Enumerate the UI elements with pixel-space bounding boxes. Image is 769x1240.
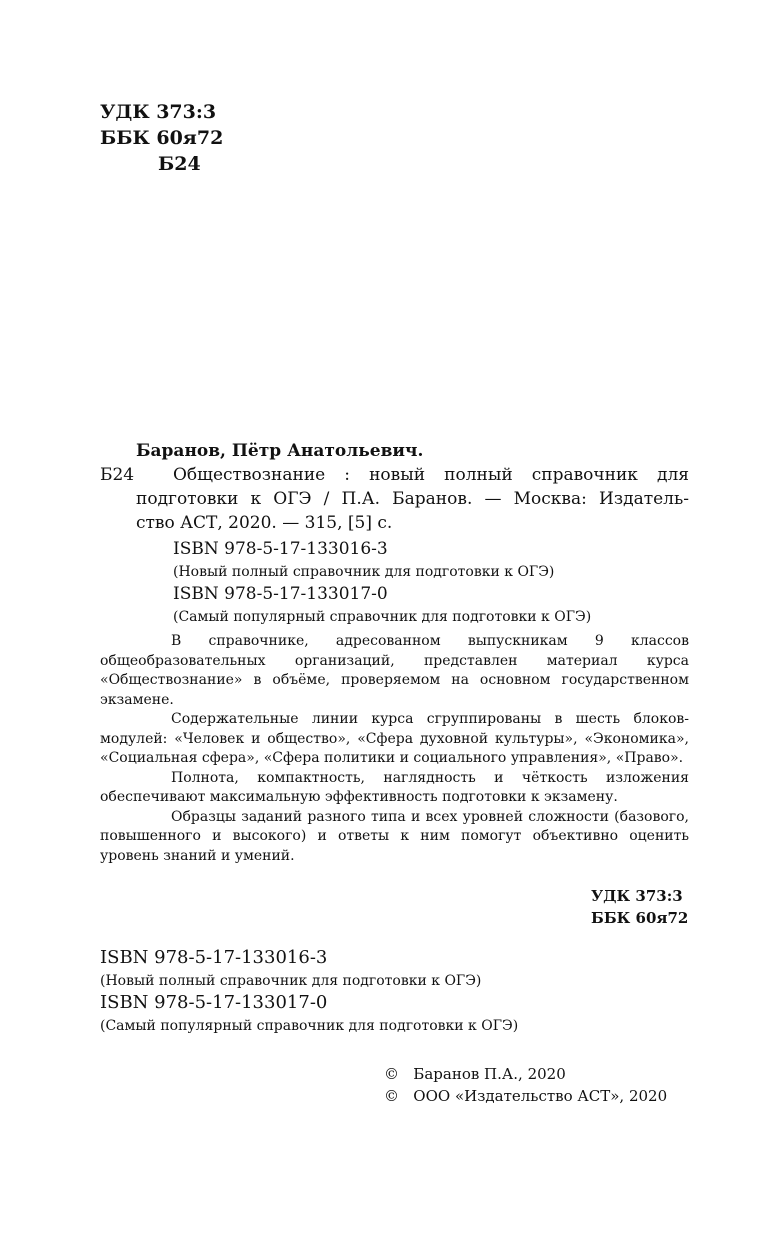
annotation-paragraph: Полнота, компактность, наглядность и чёткость изложения обеспечивают максимальную эффективность подготовки к экзамену.	[100, 769, 689, 805]
title-line-1: Обществознание : новый полный справочник для	[173, 465, 689, 485]
author-mark: Б24	[100, 465, 135, 485]
isbn-2: ISBN 978-5-17-133017-0	[173, 584, 388, 604]
annotation-paragraph: Содержательные линии курса сгруппированы в шесть блоков-модулей: «Человек и общество», «Сфера духовной культуры», «Экономика», «Социальная сфера», «Сфера политики и социального управления», «Право».	[100, 711, 689, 766]
bottom-isbn-1-note: (Новый полный справочник для подготовки к ОГЭ)	[100, 973, 482, 989]
udk-code-record: УДК 373:3	[591, 887, 683, 905]
bottom-isbn-2-note: (Самый популярный справочник для подготовки к ОГЭ)	[100, 1018, 519, 1034]
copyright-author: © Баранов П.А., 2020	[384, 1065, 566, 1083]
annotation	[100, 632, 689, 866]
isbn-1: ISBN 978-5-17-133016-3	[173, 539, 388, 559]
annotation-paragraph: Образцы заданий разного типа и всех уровней сложности (базового, повышенного и высокого) и ответы к ним помогут объективно оценить уровень знаний и умений.	[100, 808, 689, 864]
isbn-2-note: (Самый популярный справочник для подготовки к ОГЭ)	[173, 609, 592, 625]
copyright-publisher: © ООО «Издательство АСТ», 2020	[384, 1087, 668, 1105]
author-heading: Баранов, Пётр Анатольевич.	[136, 441, 424, 461]
annotation-paragraph: В справочнике, адресованном выпускникам 9 классов общеобразовательных организаций, представлен материал курса «Обществознание» в объёме, проверяемом на основном государственном экзамене.	[100, 633, 689, 708]
isbn-1-note: (Новый полный справочник для подготовки к ОГЭ)	[173, 564, 555, 580]
title-line-3: ство АСТ, 2020. — 315, [5] с.	[136, 513, 393, 533]
bbk-code-record: ББК 60я72	[591, 909, 689, 927]
title-line-2: подготовки к ОГЭ / П.А. Баранов. — Москва: Издатель-	[136, 489, 689, 509]
udk-code-top: УДК 373:3	[100, 101, 217, 123]
author-mark-top: Б24	[158, 153, 201, 175]
bottom-isbn-2: ISBN 978-5-17-133017-0	[100, 992, 328, 1013]
bottom-isbn-1: ISBN 978-5-17-133016-3	[100, 947, 328, 968]
bbk-code-top: ББК 60я72	[100, 127, 224, 149]
